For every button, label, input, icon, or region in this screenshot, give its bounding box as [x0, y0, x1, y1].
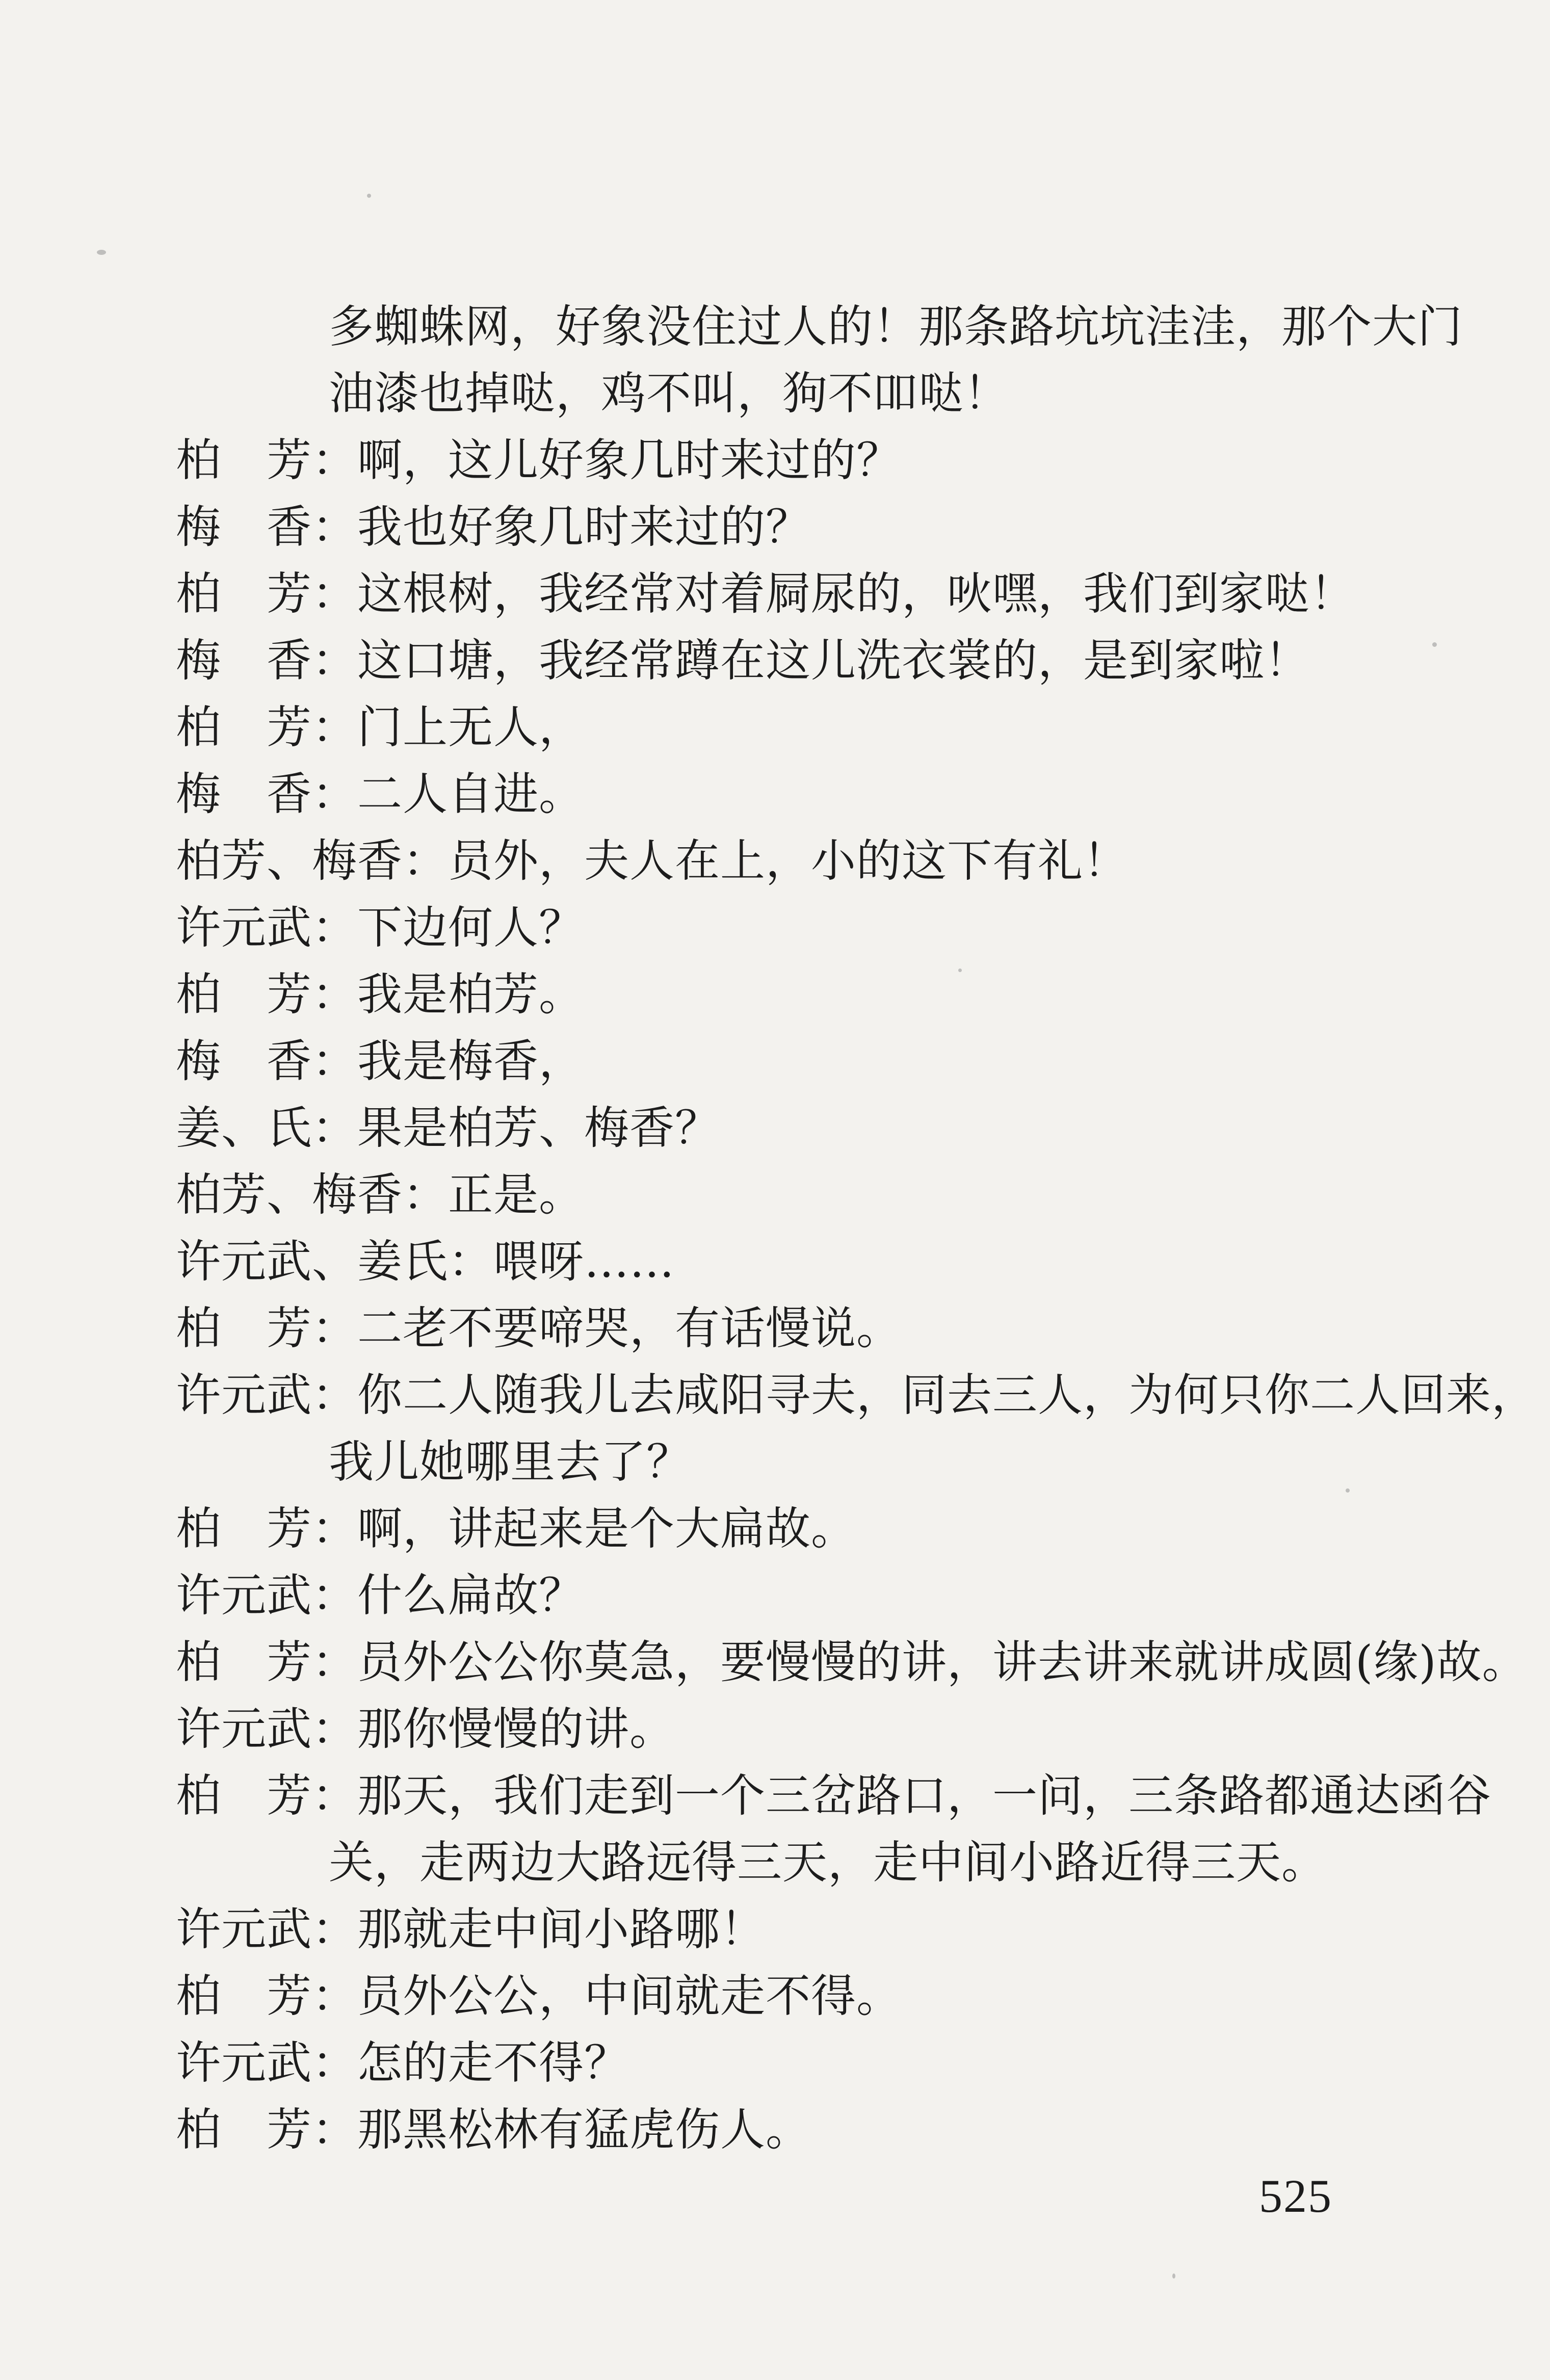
page-number: 525 [1259, 2170, 1332, 2222]
scan-speck [1172, 2273, 1175, 2279]
scan-speck [367, 194, 371, 198]
text-line-continuation: 油漆也掉哒，鸡不叫，狗不吅哒！ [329, 367, 1010, 420]
scan-speck [958, 969, 962, 972]
dialogue-line: 柏 芳：员外公公你莫急，要慢慢的讲，讲去讲来就讲成圆(缘)故。 [176, 1636, 1528, 1688]
dialogue-line: 柏 芳：这根树，我经常对着屙尿的，吙嘿，我们到家哒！ [176, 567, 1356, 620]
dialogue-line: 柏 芳：门上无人， [176, 701, 585, 753]
dialogue-line: 柏 芳：那黑松林有猛虎伤人。 [176, 2103, 811, 2156]
dialogue-line: 许元武：你二人随我儿去咸阳寻夫，同去三人，为何只你二人回来， [176, 1369, 1537, 1421]
dialogue-line: 柏 芳：那天，我们走到一个三岔路口，一问，三条路都通达函谷 [176, 1769, 1492, 1822]
dialogue-line: 柏 芳：我是柏芳。 [176, 968, 585, 1021]
dialogue-line: 梅 香：我是梅香， [176, 1035, 585, 1087]
dialogue-line: 柏 芳：啊，这儿好象几时来过的？ [176, 434, 902, 486]
dialogue-line: 许元武、姜氏：喂呀…… [176, 1235, 675, 1288]
scan-speck [1432, 642, 1437, 647]
dialogue-line: 柏 芳：员外公公，中间就走不得。 [176, 1970, 902, 2022]
dialogue-line: 梅 香：二人自进。 [176, 768, 585, 820]
dialogue-line: 许元武：那你慢慢的讲。 [176, 1703, 675, 1755]
dialogue-line: 柏 芳：啊，讲起来是个大扁故。 [176, 1502, 857, 1555]
dialogue-line: 姜、氏：果是柏芳、梅香？ [176, 1102, 721, 1154]
dialogue-line: 柏芳、梅香：正是。 [176, 1168, 585, 1221]
dialogue-line: 许元武：那就走中间小路哪！ [176, 1903, 766, 1955]
text-line-continuation: 关，走两边大路远得三天，走中间小路近得三天。 [329, 1836, 1327, 1889]
text-line-continuation: 多蜘蛛网，好象没住过人的！那条路坑坑洼洼，那个大门 [329, 300, 1463, 353]
dialogue-line: 柏 芳：二老不要啼哭，有话慢说。 [176, 1302, 902, 1354]
dialogue-line: 许元武：什么扁故？ [176, 1569, 585, 1621]
text-line-continuation: 我儿她哪里去了？ [329, 1435, 692, 1488]
dialogue-line: 梅 香：我也好象几时来过的？ [176, 501, 811, 553]
script-text-body [176, 293, 1537, 2163]
dialogue-line: 许元武：怎的走不得？ [176, 2036, 630, 2089]
scan-speck [97, 250, 106, 255]
dialogue-line: 梅 香：这口塘，我经常蹲在这儿洗衣裳的，是到家啦！ [176, 634, 1310, 687]
scan-speck [1346, 1488, 1350, 1493]
dialogue-line: 柏芳、梅香：员外，夫人在上，小的这下有礼！ [176, 834, 1129, 887]
dialogue-line: 许元武：下边何人？ [176, 901, 585, 954]
